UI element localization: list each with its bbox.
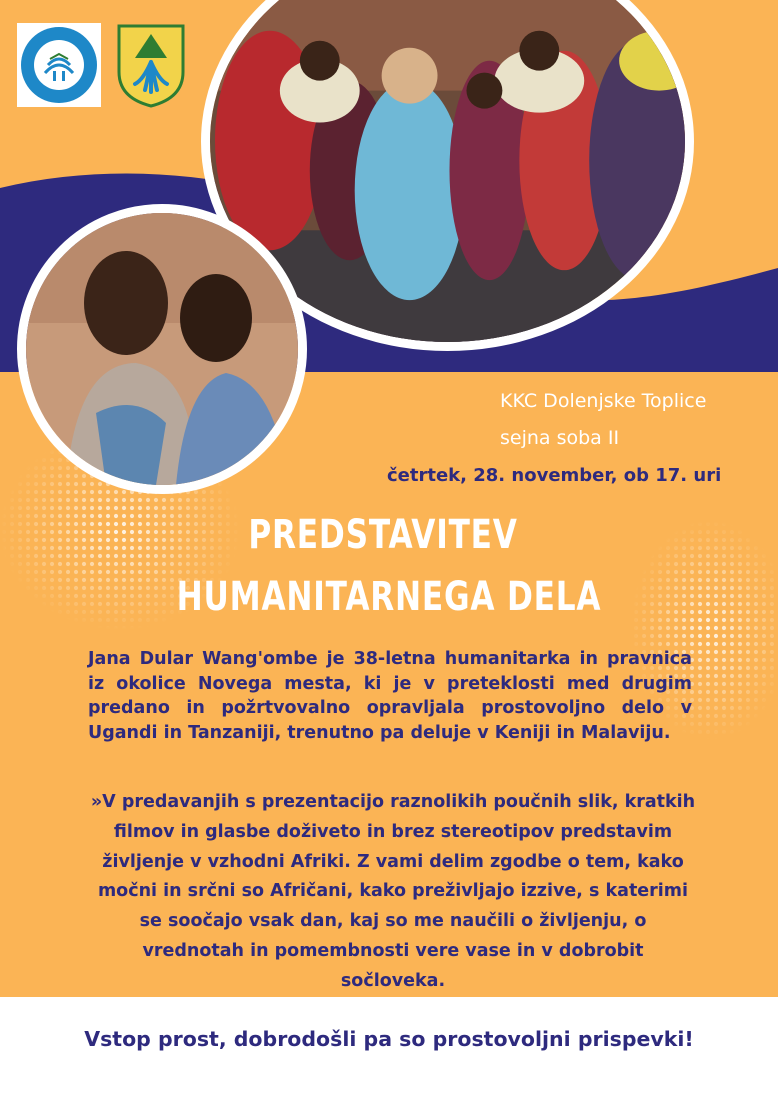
kud-logo (17, 23, 101, 107)
footer-note: Vstop prost, dobrodošli pa so prostovoljni prispevki! (84, 1027, 694, 1051)
speaker-bio: Jana Dular Wang'ombe je 38-letna humanitarka in pravnica iz okolice Novega mesta, ki je v preteklosti med drugim predano in požrtvovalno opravljala prostovoljno delo v Ugandi in Tanzaniji, trenutno pa deluje v Keniji in Malaviju. (88, 649, 692, 743)
speaker-quote: »V predavanjih s prezentacijo raznolikih poučnih slik, kratkih filmov in glasbe doživeto in brez stereotipov predstavim življenje v vzhodni Afriki. Z vami delim zgodbe o tem, kako močni in srčni so Afričani, kako preživljajo izzive, s katerimi se soočajo vsak dan, kaj so me naučili o življenju, o vrednotah in pomembnosti vere vase in v dobrobit sočloveka. (90, 792, 696, 991)
venue-room: sejna soba II (500, 427, 620, 449)
event-title-line1: PREDSTAVITEV (248, 512, 518, 558)
event-date: četrtek, 28. november, ob 17. uri (387, 465, 722, 486)
event-title-line2: HUMANITARNEGA DELA (176, 574, 602, 620)
children-photo (17, 204, 307, 494)
venue-name: KKC Dolenjske Toplice (500, 390, 707, 412)
municipality-crest (115, 22, 187, 108)
